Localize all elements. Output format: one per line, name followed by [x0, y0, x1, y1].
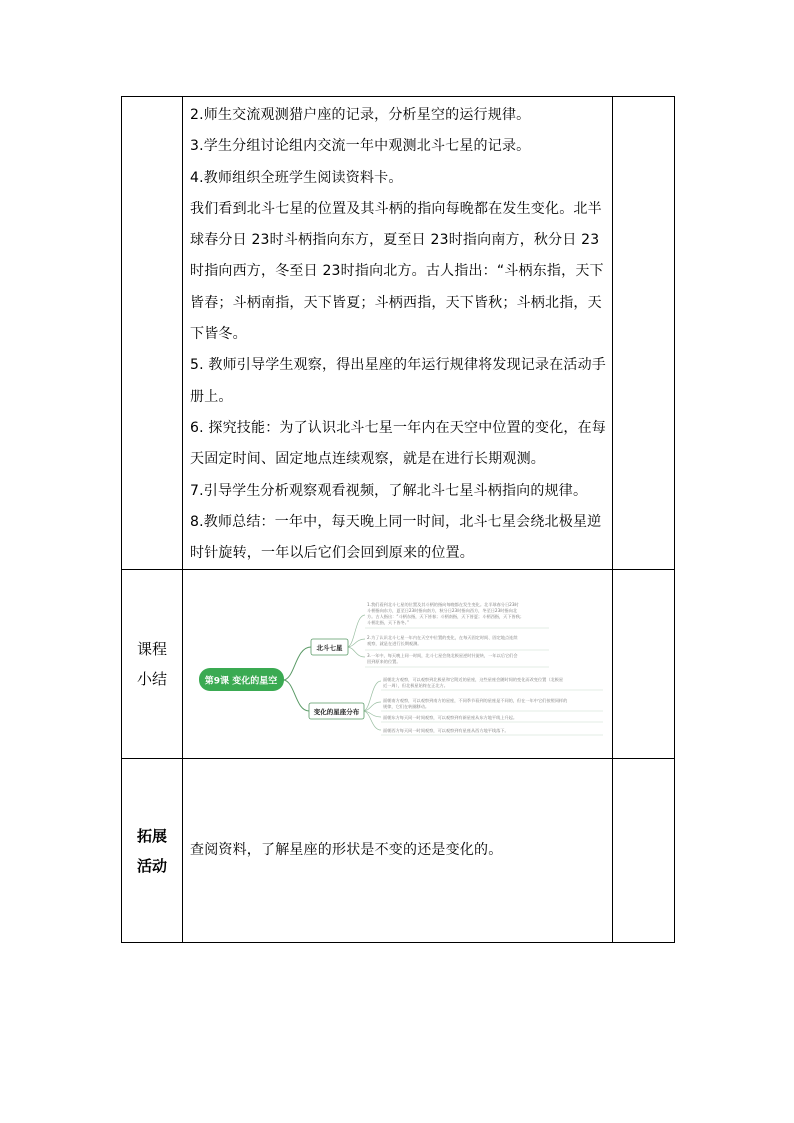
- mindmap-cell: [183, 570, 613, 759]
- mindmap-branch-label: 变化的星座分布: [313, 707, 360, 716]
- lesson-mindmap: [183, 571, 612, 758]
- mindmap-connector: [347, 647, 365, 657]
- paragraph: 我们看到北斗七星的位置及其斗柄的指向每晚都在发生变化。北半球春分日 23时斗柄指向东方，夏至日 23时指向南方，秋分日 23时指向西方，冬至日 23时指向北方。古人指出：“斗柄东指，天下皆春；斗柄南指，天下皆夏；斗柄西指，天下皆秋；斗柄北指，天下皆冬。: [190, 200, 604, 343]
- mindmap-note-line: 1.我们看到北斗七星的位置及其斗柄的指向每晚都在发生变化。北半球春分日23时: [367, 601, 519, 607]
- notes-cell: [613, 97, 675, 570]
- mindmap-note-line: 斗柄北指，天下皆冬。”: [367, 619, 409, 625]
- paragraph: 6. 探究技能：为了认识北斗七星一年内在天空中位置的变化，在每天固定时间、固定地点连续观察，就是在进行长期观测。: [190, 419, 607, 468]
- paragraph: 5. 教师引导学生观察，得出星座的年运行规律将发现记录在活动手册上。: [190, 357, 607, 405]
- mindmap-note-line: 观察，就是在进行长期观测。: [367, 640, 422, 646]
- paragraph: 4.教师组织全班学生阅读资料卡。: [190, 169, 403, 186]
- extension-activity-cell: [183, 759, 613, 943]
- paragraph: 2.师生交流观测猎户座的记录，分析星空的运行规律。: [190, 107, 531, 123]
- mindmap-note-line: 斗柄指向东方，夏至日23时指向南方，秋分日23时指向西方，冬至日23时指向北: [367, 607, 517, 613]
- paragraph: 3.学生分组讨论组内交流一年中观测北斗七星的记录。: [190, 138, 531, 155]
- row-label-line: 拓展: [136, 826, 167, 845]
- row-label-cell: [122, 97, 183, 570]
- mindmap-note-line: 面朝西方每天同一时间观察，可以观察到有星座从西方地平线落下。: [383, 727, 509, 733]
- notes-cell: [613, 570, 675, 759]
- mindmap-note-line: 面朝北方观察，可以观察到北极星和它附近的星座，这些星座会随时间的变化而改变位置（北极星: [383, 676, 564, 682]
- row-label-cell: [122, 570, 183, 759]
- row-label-line: 小结: [136, 670, 167, 689]
- mindmap-note-line: 回到原来的位置。: [367, 658, 401, 664]
- mindmap-note-line: 面朝东方每天同一时间观察，可以观察到有新星座从东方地平线上升起。: [383, 714, 518, 720]
- mindmap-note-line: 3.一年中，每天晚上同一时间，北斗七星会绕北极星逆时针旋转，一年以后它们会: [367, 652, 518, 658]
- mindmap-note-line: 规律，它们在转圈移动。: [383, 703, 430, 709]
- table-row: [122, 97, 675, 570]
- row-label-cell: [122, 759, 183, 943]
- table-row: [122, 570, 675, 759]
- table-row: [122, 759, 675, 943]
- mindmap-connector: [283, 647, 311, 680]
- activity-content-cell: [183, 97, 613, 570]
- mindmap-connector: [363, 681, 381, 711]
- paragraph: 查阅资料，了解星座的形状是不变的还是变化的。: [190, 842, 503, 859]
- mindmap-note-line: 近一周），但北极星始终在正北方。: [383, 682, 448, 688]
- lesson-plan-table: [121, 96, 675, 943]
- paragraph: 8.教师总结：一年中，每天晚上同一时间，北斗七星会绕北极星逆时针旋转，一年以后它们会回到原来的位置。: [190, 513, 602, 562]
- mindmap-note-line: 面朝南方观察，可以观察到南方的星座，不同季节看到的星座是不同的，但在一年中它们按照同样的: [383, 697, 568, 703]
- mindmap-branch-label: 北斗七星: [316, 643, 343, 652]
- paragraph: 7.引导学生分析观察观看视频，了解北斗七星斗柄指向的规律。: [190, 482, 588, 499]
- mindmap-connector: [363, 711, 381, 730]
- mindmap-root-label: 第9课 变化的星空: [204, 676, 278, 687]
- row-label-line: 课程: [136, 640, 167, 659]
- mindmap-note-line: 方。古人指出：“斗柄东指，天下皆春；斗柄南指，天下皆夏；斗柄西指，天下皆秋；: [367, 613, 525, 619]
- row-label-line: 活动: [136, 856, 167, 875]
- mindmap-connector: [283, 680, 309, 711]
- notes-cell: [613, 759, 675, 943]
- mindmap-note-line: 2.为了认识北斗七星一年内在天空中位置的变化，在每天固定时间、固定地点连续: [367, 634, 518, 640]
